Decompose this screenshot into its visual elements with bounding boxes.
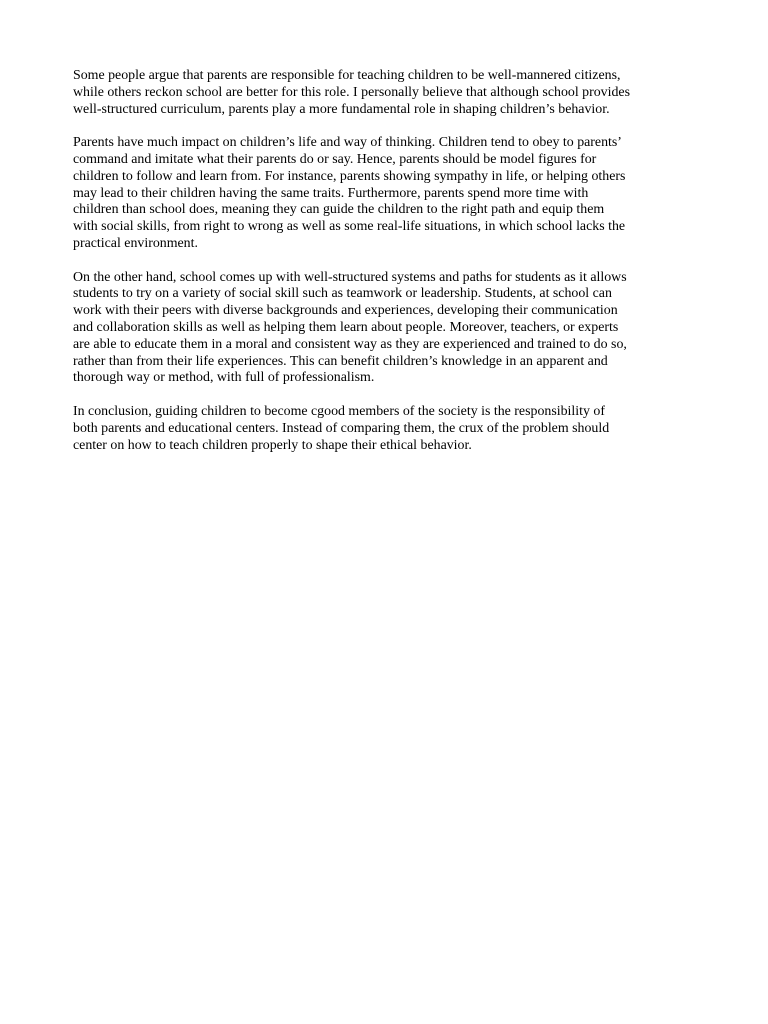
paragraph-school-role: On the other hand, school comes up with well-structured systems and paths for students as it allows students to try on a variety of social skill such as teamwork or leadership. Students, at school can work with their peers with diverse backgrounds and experiences, developing their communication and collaboration skills as well as helping them learn about people. Moreover, teachers, or experts are able to educate them in a moral and consistent way as they are experienced and trained to do so, rather than from their life experiences. This can benefit children’s knowledge in an apparent and thorough way or method, with full of professionalism. xyxy=(73,269,627,386)
paragraph-parents-role: Parents have much impact on children’s life and way of thinking. Children tend to obey to parents’ command and imitate what their parents do or say. Hence, parents should be model figures for children to follow and learn from. For instance, parents showing sympathy in life, or helping others may lead to their children having the same traits. Furthermore, parents spend more time with children than school does, meaning they can guide the children to the right path and equip them with social skills, from right to wrong as well as some real-life situations, in which school lacks the practical environment. xyxy=(73,135,626,251)
paragraph-introduction: Some people argue that parents are responsible for teaching children to be well-mannered citizens, while others reckon school are better for this role. I personally believe that although school provides well-structured curriculum, parents play a more fundamental role in shaping children’s behavior. xyxy=(73,68,631,117)
essay-body xyxy=(73,68,698,471)
paragraph-conclusion: In conclusion, guiding children to become cgood members of the society is the responsibility of both parents and educational centers. Instead of comparing them, the crux of the problem should center on how to teach children properly to shape their ethical behavior. xyxy=(73,403,610,453)
